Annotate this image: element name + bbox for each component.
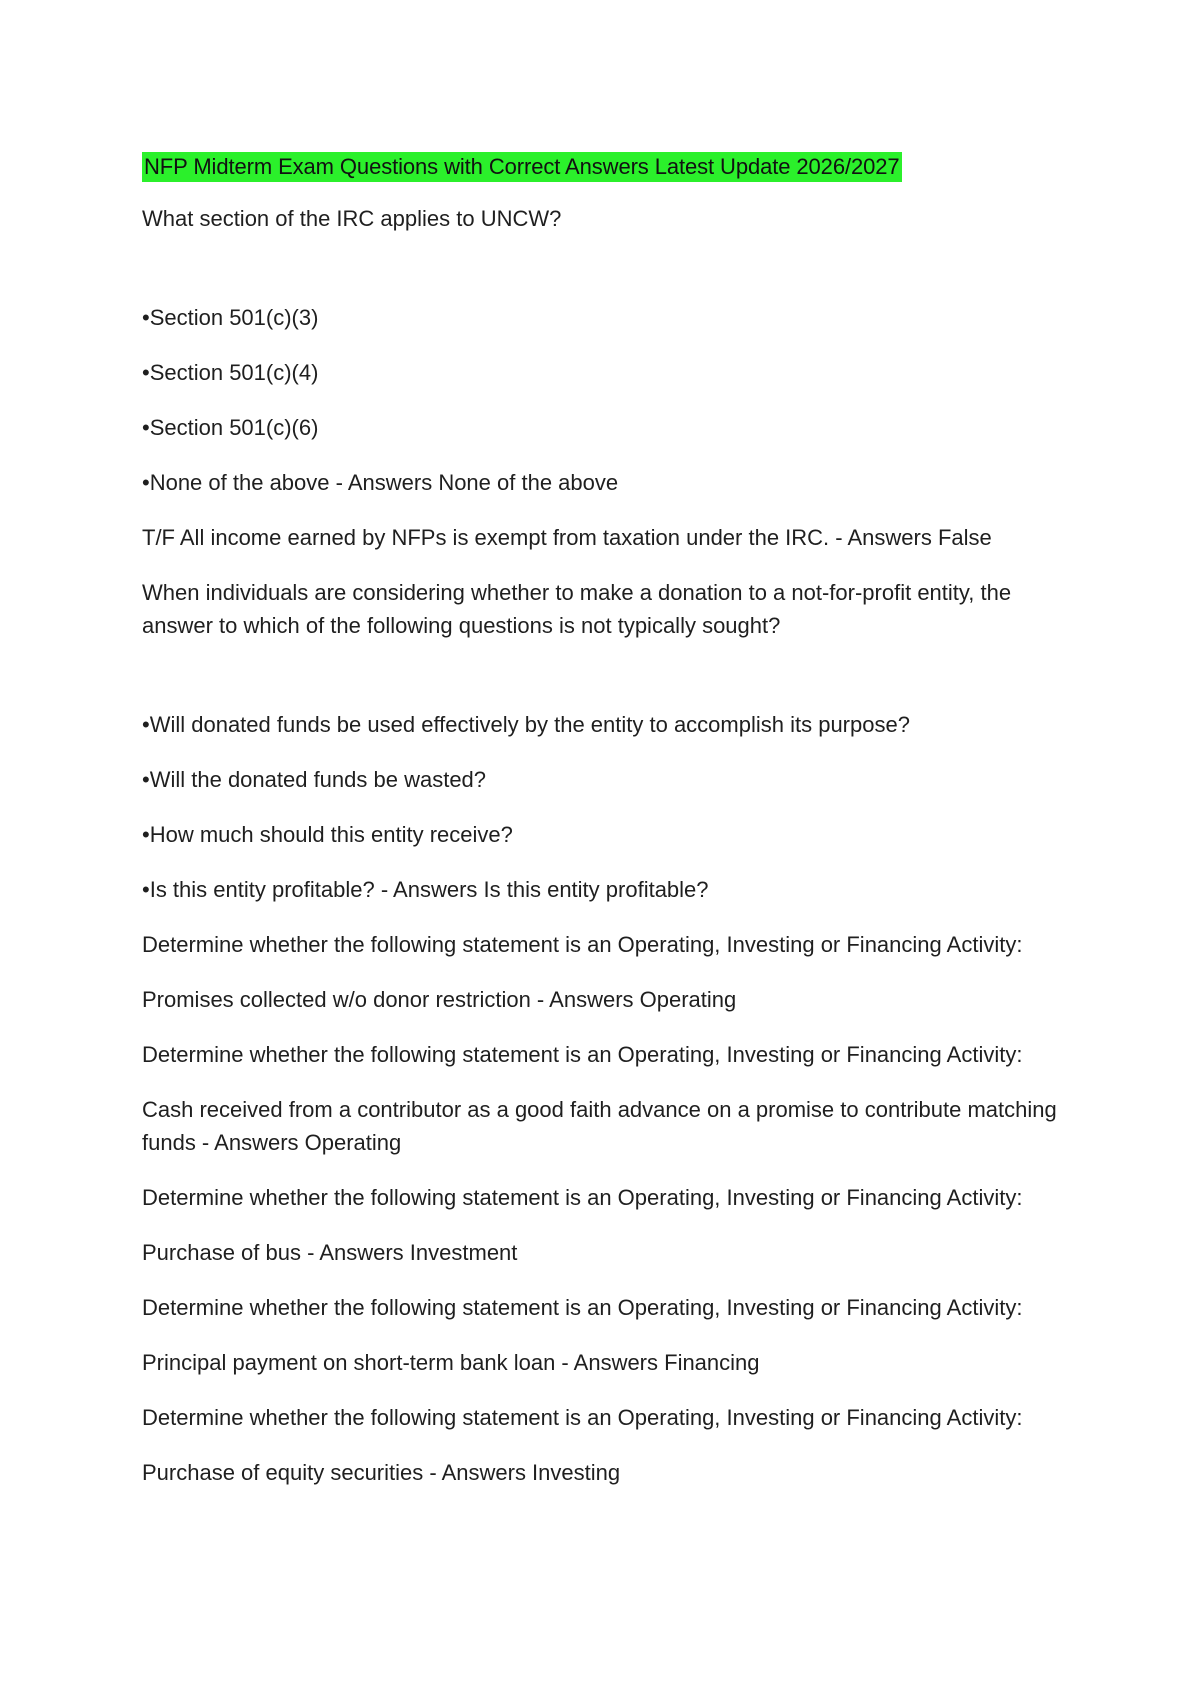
q3-option-c: •How much should this entity receive? [142,822,513,847]
activity-answer-2: Cash received from a contributor as a good faith advance on a promise to contribute matching funds - Answers Operating [142,1097,1057,1155]
question-3: When individuals are considering whether to make a donation to a not-for-profit entity, the answer to which of the following questions is not typically sought? [142,580,1012,638]
activity-prompt-2: Determine whether the following statement is an Operating, Investing or Financing Activity: [142,1042,1023,1067]
document-body [142,150,1062,1511]
q3-option-a: •Will donated funds be used effectively by the entity to accomplish its purpose? [142,712,910,737]
activity-answer-4: Principal payment on short-term bank loan - Answers Financing [142,1350,760,1375]
activity-answer-5: Purchase of equity securities - Answers Investing [142,1460,621,1485]
question-2: T/F All income earned by NFPs is exempt from taxation under the IRC. - Answers False [142,525,992,550]
activity-prompt-4: Determine whether the following statement is an Operating, Investing or Financing Activity: [142,1295,1023,1320]
q1-option-b: •Section 501(c)(4) [142,360,319,385]
document-title: NFP Midterm Exam Questions with Correct Answers Latest Update 2026/2027 [142,152,902,182]
activity-answer-1: Promises collected w/o donor restriction - Answers Operating [142,987,737,1012]
title-line [142,150,1062,184]
q1-option-c: •Section 501(c)(6) [142,415,319,440]
activity-prompt-5: Determine whether the following statement is an Operating, Investing or Financing Activity: [142,1405,1023,1430]
q1-option-d: •None of the above - Answers None of the above [142,470,619,495]
q3-option-b: •Will the donated funds be wasted? [142,767,487,792]
activity-prompt-1: Determine whether the following statement is an Operating, Investing or Financing Activity: [142,932,1023,957]
activity-prompt-3: Determine whether the following statement is an Operating, Investing or Financing Activity: [142,1185,1023,1210]
question-1: What section of the IRC applies to UNCW? [142,206,562,231]
q1-option-a: •Section 501(c)(3) [142,305,319,330]
activity-answer-3: Purchase of bus - Answers Investment [142,1240,518,1265]
q3-option-d: •Is this entity profitable? - Answers Is this entity profitable? [142,877,709,902]
